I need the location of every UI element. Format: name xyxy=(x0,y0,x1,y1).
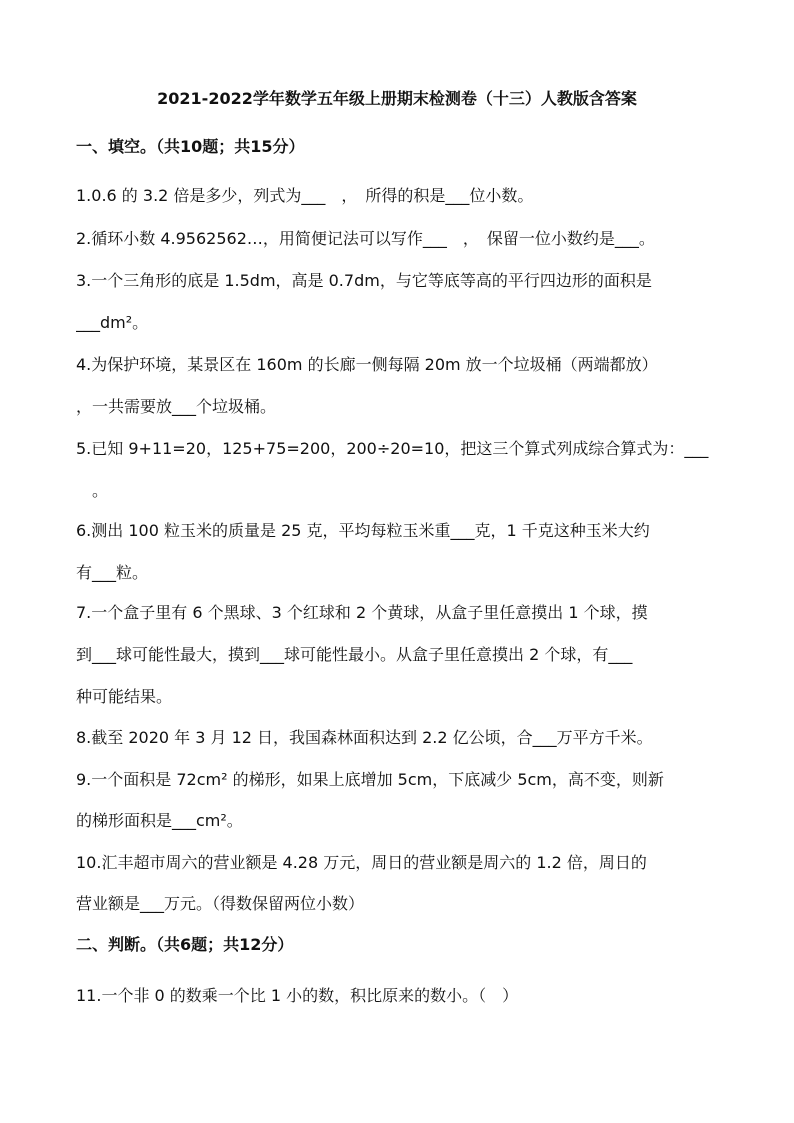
section-heading-fill-blank: 一、填空。（共10题；共15分） xyxy=(76,137,305,156)
question-line: 营业额是___万元。（得数保留两位小数） xyxy=(76,894,365,913)
question-line: ___dm²。 xyxy=(76,313,149,332)
question-line: 7.一个盒子里有 6 个黑球、3 个红球和 2 个黄球，从盒子里任意摸出 1 个球，摸 xyxy=(76,603,648,622)
question-line: ，一共需要放___个垃圾桶。 xyxy=(76,397,277,416)
question-line: 。 xyxy=(76,481,109,500)
question-line: 到___球可能性最大，摸到___球可能性最小。从盒子里任意摸出 2 个球，有___ xyxy=(76,645,633,664)
question-line: 有___粒。 xyxy=(76,563,149,582)
question-line: 2.循环小数 4.9562562…，用简便记法可以写作___ ， 保留一位小数约是___。 xyxy=(76,229,655,248)
question-line: 种可能结果。 xyxy=(76,687,173,706)
question-line: 9.一个面积是 72cm² 的梯形，如果上底增加 5cm，下底减少 5cm，高不变，则新 xyxy=(76,770,664,789)
question-line: 3.一个三角形的底是 1.5dm，高是 0.7dm，与它等底等高的平行四边形的面积是 xyxy=(76,271,652,290)
question-line: 11.一个非 0 的数乘一个比 1 小的数，积比原来的数小。（ ） xyxy=(76,986,519,1005)
section-heading-true-false: 二、判断。（共6题；共12分） xyxy=(76,935,294,954)
question-line: 4.为保护环境，某景区在 160m 的长廊一侧每隔 20m 放一个垃圾桶（两端都放） xyxy=(76,355,658,374)
question-line: 1.0.6 的 3.2 倍是多少，列式为___ ， 所得的积是___位小数。 xyxy=(76,186,534,205)
question-line: 6.测出 100 粒玉米的质量是 25 克，平均每粒玉米重___克，1 千克这种玉米大约 xyxy=(76,521,650,540)
question-line: 10.汇丰超市周六的营业额是 4.28 万元，周日的营业额是周六的 1.2 倍，周日的 xyxy=(76,853,647,872)
question-line: 8.截至 2020 年 3 月 12 日，我国森林面积达到 2.2 亿公顷，合___万平方千米。 xyxy=(76,728,653,747)
page-title: 2021-2022学年数学五年级上册期末检测卷（十三）人教版含答案 xyxy=(157,89,637,108)
question-line: 的梯形面积是___cm²。 xyxy=(76,811,243,830)
question-line: 5.已知 9+11=20，125+75=200，200÷20=10，把这三个算式列成综合算式为：___ xyxy=(76,439,709,458)
